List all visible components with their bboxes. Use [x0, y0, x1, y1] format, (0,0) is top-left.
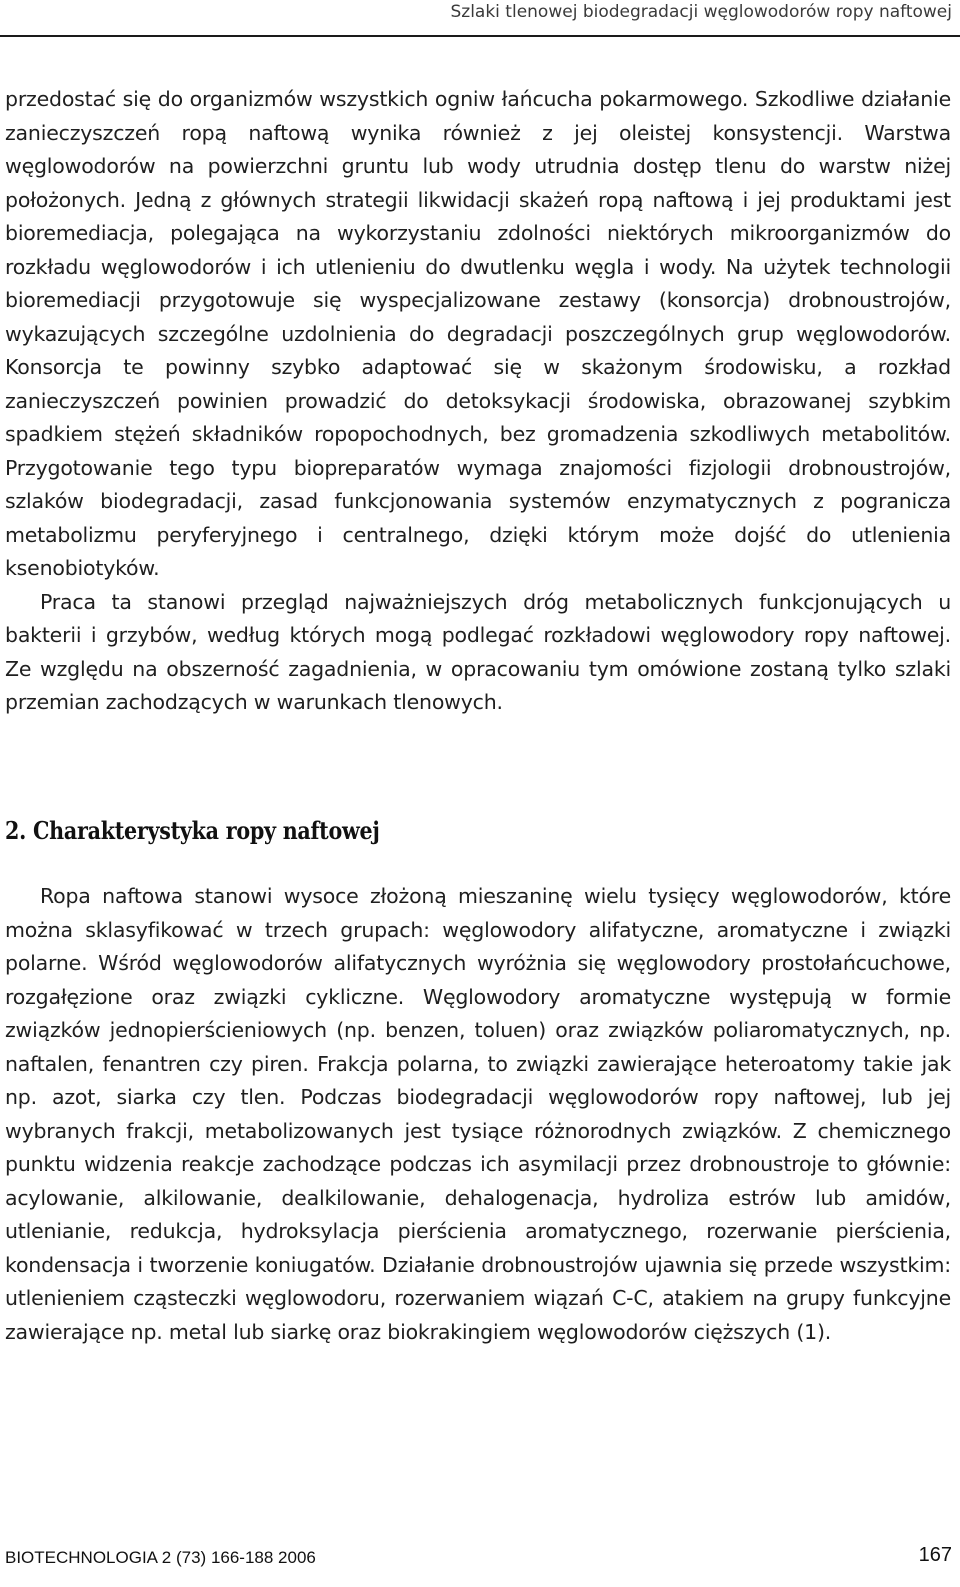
intro-text-block — [5, 83, 951, 720]
section-2-paragraph-1: Ropa naftowa stanowi wysoce złożoną mieszaninę wielu tysięcy węglowodorów, które można sklasyfikować w trzech grupach: węglowodory alifatyczne, aromatyczne i związki polarne. Wśród węglowodorów alifatycznych wyróżnia się węglowodory prostołańcuchowe, rozgałęzione oraz związki cykliczne. Węglowodory aromatyczne występują w formie związków jednopierścieniowych (np. benzen, toluen) oraz związków poliaromatycznych, np. naftalen, fenantren czy piren. Frakcja polarna, to związki zawierające heteroatomy takie jak np. azot, siarka czy tlen. Podczas biodegradacji węglowodorów ropy naftowej, lub jej wybranych frakcji, metabolizowanych jest tysiące różnorodnych związków. Z chemicznego punktu widzenia reakcje zachodzące podczas ich asymilacji przez drobnoustroje to głównie: acylowanie, alkilowanie, dealkilowanie, dehalogenacja, hydroliza estrów lub amidów, utlenianie, redukcja, hydroksylacja pierścienia aromatycznego, rozerwanie pierścienia, kondensacja i tworzenie koniugatów. Działanie drobnoustrojów ujawnia się przede wszystkim: utlenieniem cząsteczki węglowodoru, rozerwaniem wiązań C-C, atakiem na grupy funkcyjne zawierające np. metal lub siarkę oraz biokrakingiem węglowodorów cięższych (1). — [5, 884, 951, 1344]
section-heading: 2. Charakterystyka ropy naftowej — [5, 816, 380, 845]
intro-paragraph-1: przedostać się do organizmów wszystkich ogniw łańcucha pokarmowego. Szkodliwe działanie zanieczyszczeń ropą naftową wynika również z jej oleistej konsystencji. Warstwa węglowodorów na powierzchni gruntu lub wody utrudnia dostęp tlenu do warstw niżej położonych. Jedną z głównych strategii likwidacji skażeń ropą naftową i jej produktami jest bioremediacja, polegająca na wykorzystaniu zdolności niektórych mikroorganizmów do rozkładu węglowodorów i ich utlenieniu do dwutlenku węgla i wody. Na użytek technologii bioremediacji przygotowuje się wyspecjalizowane zestawy (konsorcja) drobnoustrojów, wykazujących szczególne uzdolnienia do degradacji poszczególnych grup węglowodorów. Konsorcja te powinny szybko adaptować się w skażonym środowisku, a rozkład zanieczyszczeń powinien prowadzić do detoksykacji środowiska, obrazowanej szybkim spadkiem stężeń składników ropopochodnych, bez gromadzenia szkodliwych metabolitów. Przygotowanie tego typu biopreparatów wymaga znajomości fizjologii drobnoustrojów, szlaków biodegradacji, zasad funkcjonowania systemów enzymatycznych z pogranicza metabolizmu peryferyjnego i centralnego, dzięki którym może dojść do utlenienia ksenobiotyków. — [5, 87, 951, 580]
page-number: 167 — [918, 1544, 952, 1566]
running-head: Szlaki tlenowej biodegradacji węglowodorów ropy naftowej — [450, 2, 952, 22]
section-2-text-block — [5, 880, 951, 1349]
header-rule — [0, 35, 960, 37]
journal-citation: BIOTECHNOLOGIA 2 (73) 166-188 2006 — [5, 1548, 316, 1567]
intro-paragraph-2: Praca ta stanowi przegląd najważniejszych dróg metabolicznych funkcjonujących u bakterii i grzybów, według których mogą podlegać rozkładowi węglowodory ropy naftowej. Ze względu na obszerność zagadnienia, w opracowaniu tym omówione zostaną tylko szlaki przemian zachodzących w warunkach tlenowych. — [5, 589, 951, 714]
